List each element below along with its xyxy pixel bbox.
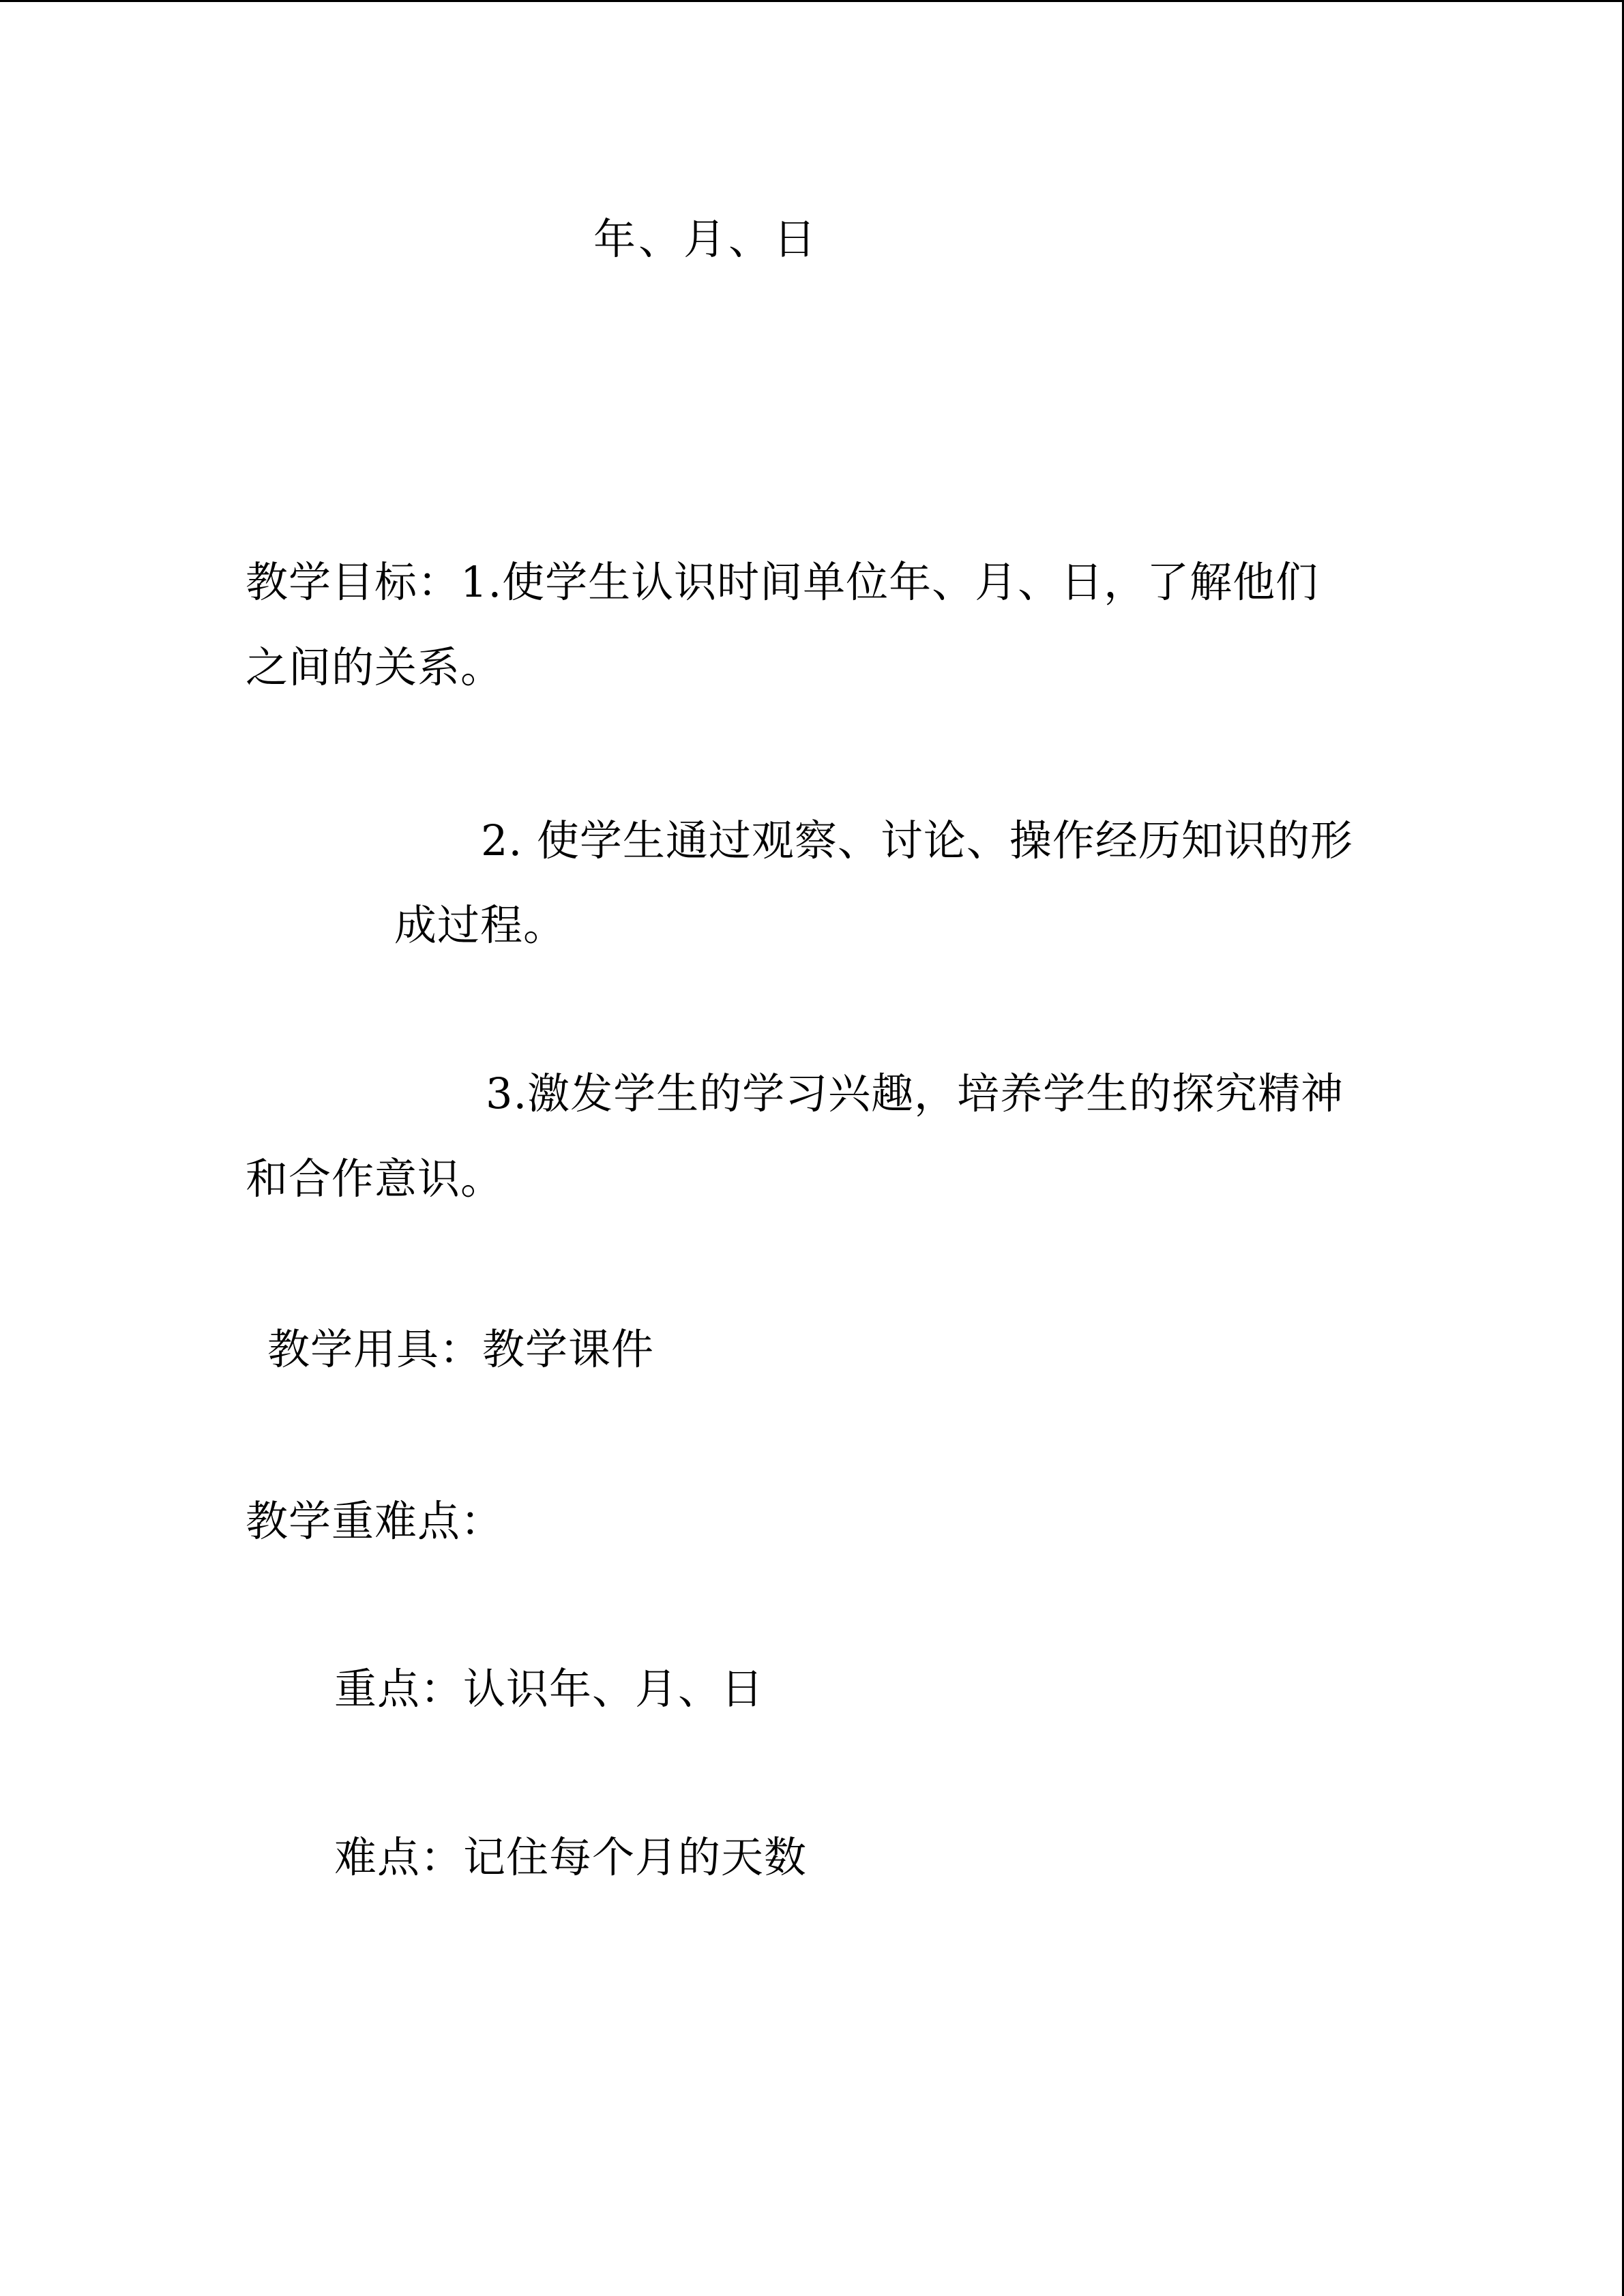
objective-1: 教学目标：1.使学生认识时间单位年、月、日，了解他们	[246, 557, 1319, 607]
objective-2: 2. 使学生通过观察、讨论、操作经历知识的形	[481, 816, 1353, 865]
document-title: 年、月、日	[593, 214, 819, 264]
teaching-tools: 教学用具：教学课件	[267, 1324, 655, 1374]
difficult-point: 难点：记住每个月的天数	[334, 1832, 808, 1882]
objective-2-continued: 成过程。	[394, 900, 567, 950]
key-difficult-heading: 教学重难点：	[246, 1496, 504, 1546]
key-point: 重点：认识年、月、日	[334, 1664, 765, 1714]
objective-1-continued: 之间的关系。	[246, 642, 504, 692]
objective-3: 3.激发学生的学习兴趣，培养学生的探究精神	[486, 1069, 1344, 1118]
objective-3-continued: 和合作意识。	[246, 1154, 504, 1204]
